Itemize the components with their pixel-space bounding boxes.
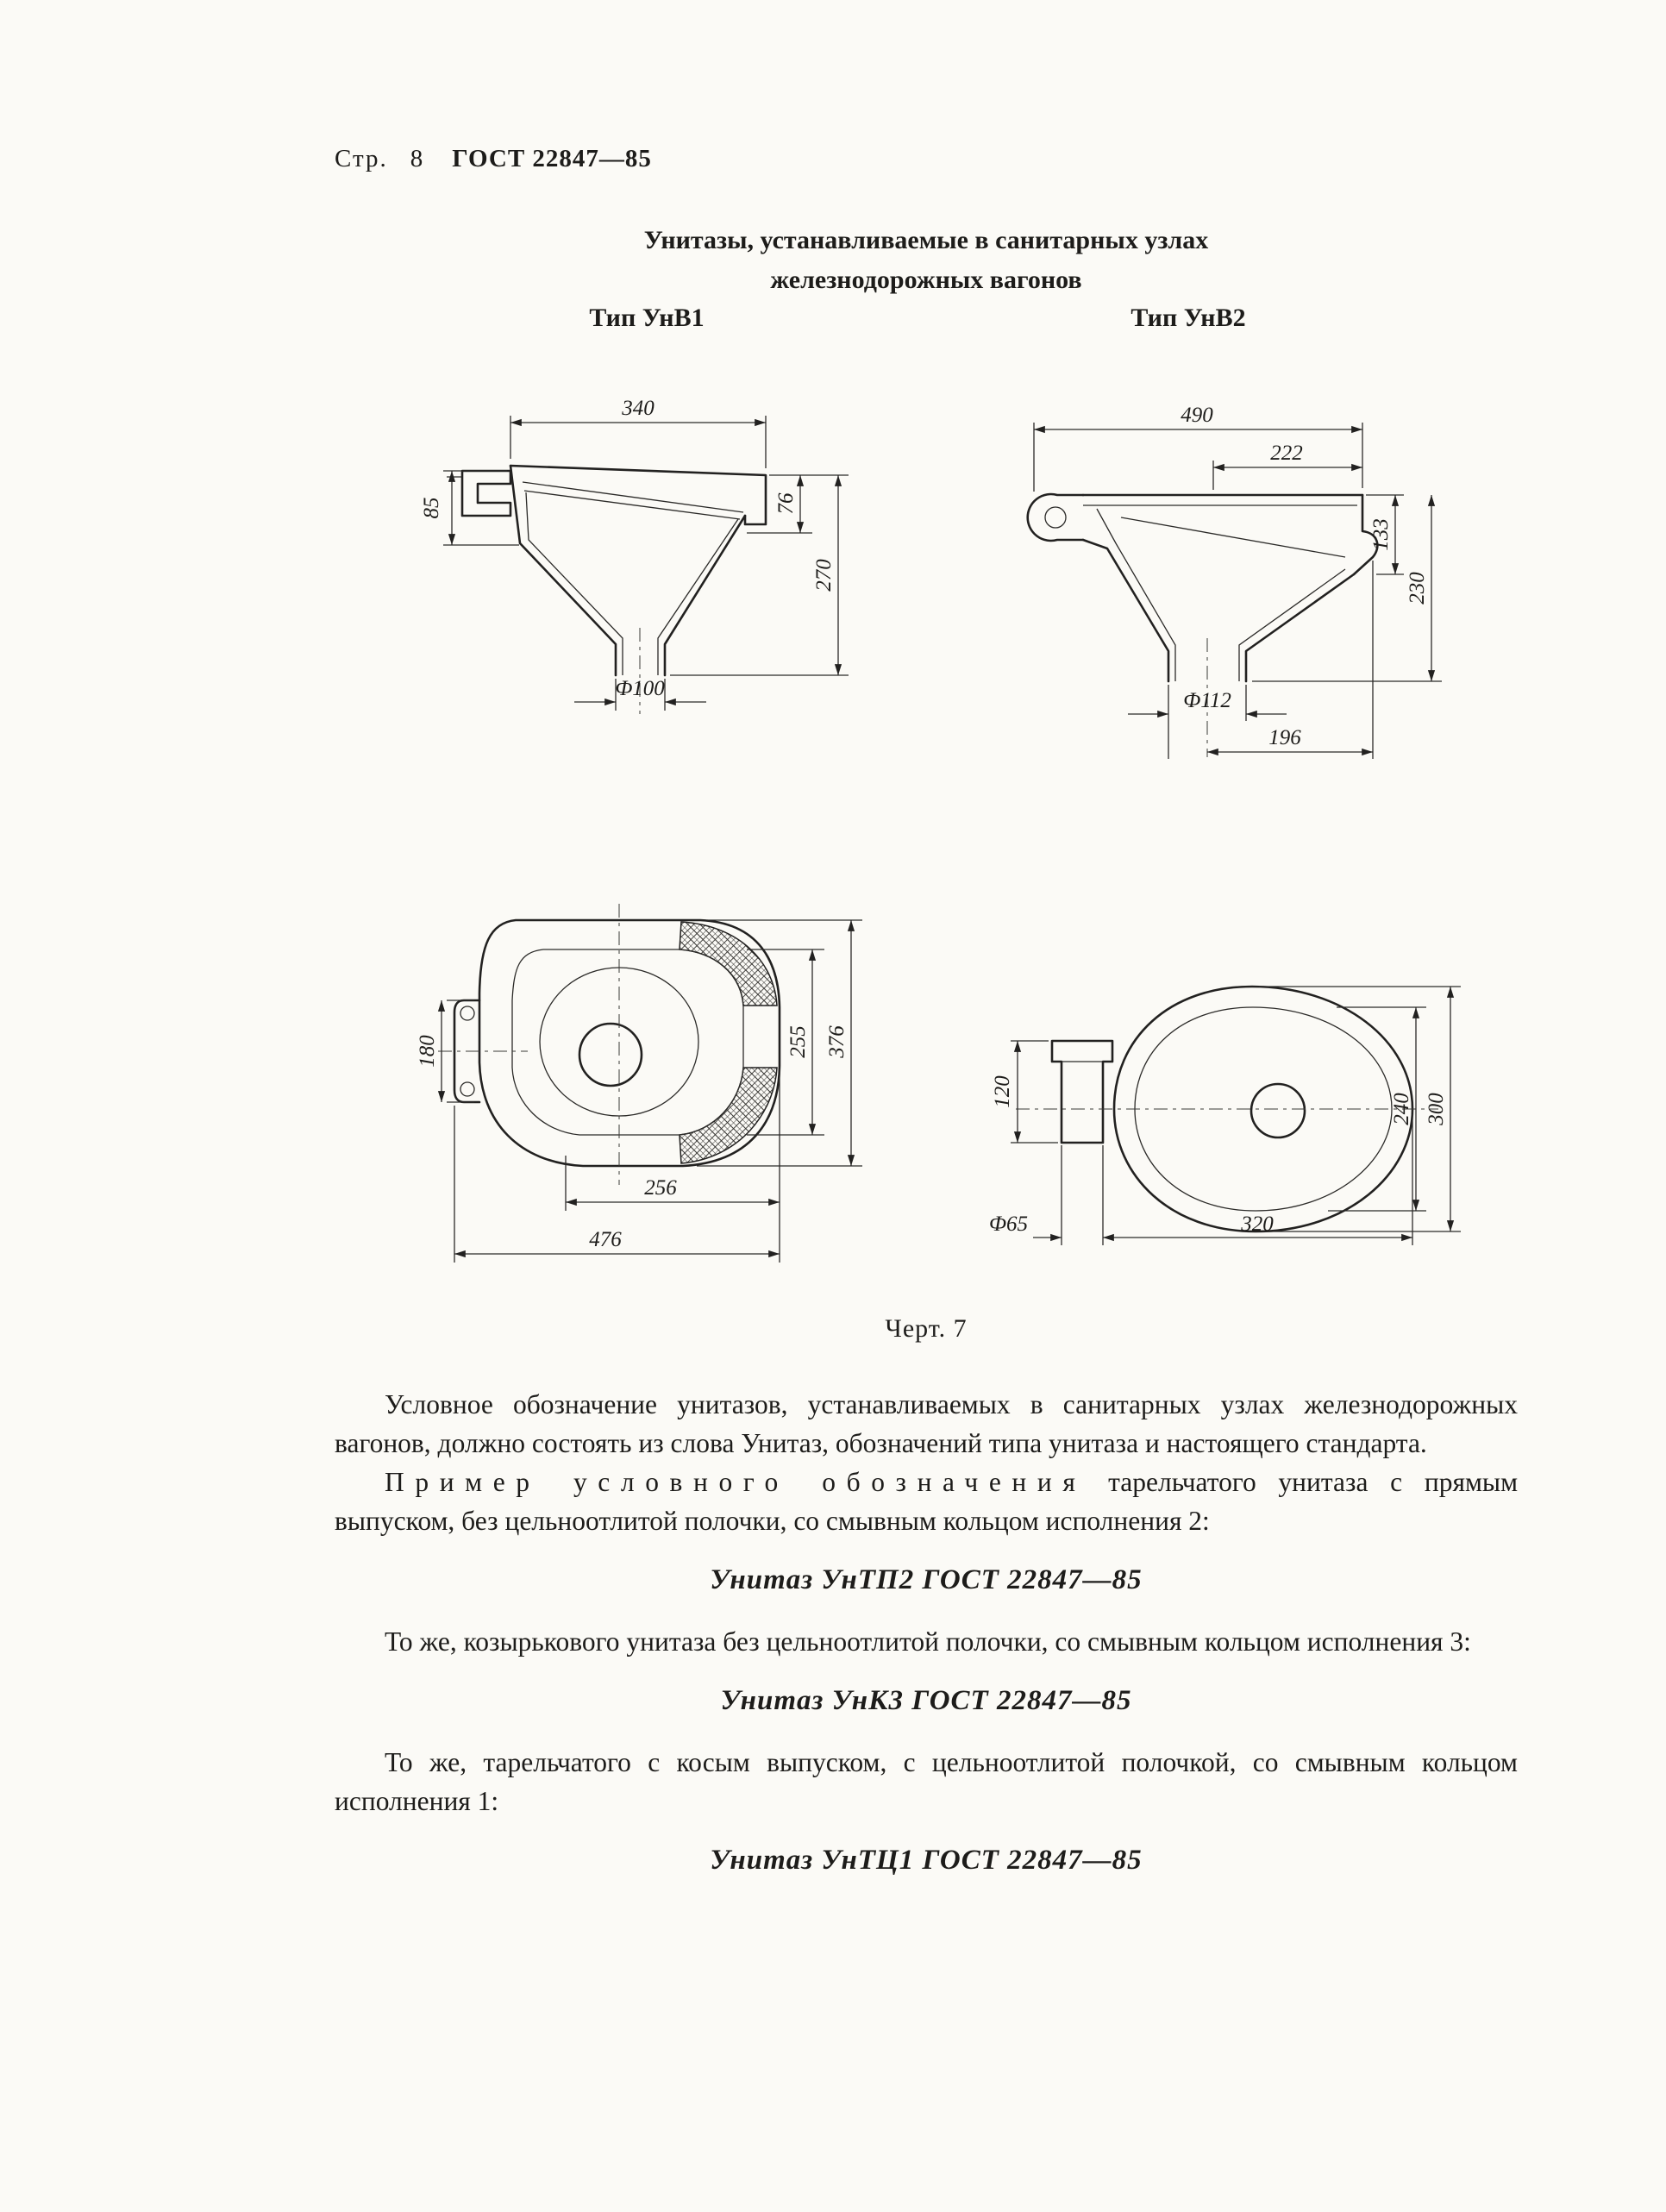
dim-label-133: 133 — [1369, 518, 1393, 551]
standard-number: ГОСТ 22847—85 — [452, 145, 652, 172]
unv2-side-dimensions — [1034, 404, 1442, 759]
page-header — [335, 145, 652, 173]
page-number: 8 — [410, 145, 423, 172]
seat-hatch-bottom — [680, 1068, 777, 1163]
paragraph-example-2: То же, козырькового унитаза без цельноотлитой полочки, со смывным кольцом исполнения 3: — [385, 1626, 1471, 1657]
unv2-side-outline — [1028, 494, 1378, 757]
drawing-unv2-plan-view — [966, 949, 1483, 1294]
designation-example-2: Унитаз УнК3 ГОСТ 22847—85 — [720, 1685, 1132, 1716]
dim-label-85: 85 — [420, 497, 443, 519]
dim-label-320: 320 — [1241, 1213, 1274, 1236]
paragraph-example-intro — [335, 1463, 1518, 1540]
dim-label-76: 76 — [774, 492, 798, 515]
figure-caption: Черт. 7 — [885, 1314, 968, 1343]
designation-example-3: Унитаз УнТЦ1 ГОСТ 22847—85 — [710, 1845, 1143, 1876]
type-label-unv1: Тип УнВ1 — [589, 304, 705, 332]
seat-hatch-top — [680, 922, 777, 1006]
unv2-plan-outline — [1016, 987, 1438, 1231]
drawing-unv1-side-view — [397, 388, 880, 733]
type-label-unv2: Тип УнВ2 — [1130, 304, 1246, 332]
dim-label-256: 256 — [644, 1176, 677, 1200]
figure-title-line1: Унитазы, устанавливаемые в санитарных узлах — [643, 226, 1209, 254]
example-lead-rest: тарельчатого унитаза с прямым выпуском, без цельноотлитой полочки, со смывным кольцом исполнения 2: — [335, 1467, 1519, 1536]
dim-label-180: 180 — [416, 1035, 439, 1068]
designation-example-1: Унитаз УнТП2 ГОСТ 22847—85 — [710, 1564, 1143, 1595]
body-text — [335, 1385, 1518, 1902]
dim-label-230: 230 — [1406, 572, 1429, 605]
figure-title-line2: железнодорожных вагонов — [770, 266, 1082, 294]
dim-label-222: 222 — [1270, 442, 1303, 465]
dim-label-476: 476 — [589, 1228, 622, 1251]
unv1-side-dimensions — [420, 397, 849, 711]
dim-label-270: 270 — [812, 559, 836, 592]
dim-label-120: 120 — [991, 1075, 1014, 1108]
drawing-unv1-plan-view — [416, 897, 905, 1276]
dim-label-255: 255 — [786, 1025, 810, 1058]
paragraph-example-3: То же, тарельчатого с косым выпуском, с цельноотлитой полочкой, со смывным кольцом исполнения 1: — [335, 1747, 1518, 1816]
dim-label-f65: Ф65 — [988, 1213, 1028, 1236]
unv1-plan-outline — [438, 904, 780, 1185]
dim-label-f100: Ф100 — [615, 677, 665, 700]
page-label: Стр. — [335, 145, 388, 172]
unv1-side-outline — [447, 466, 766, 714]
paragraph-designation: Условное обозначение унитазов, устанавливаемых в санитарных узлах железнодорожных вагонов, должно состоять из слова Унитаз, обозначений типа унитаза и настоящего стандарта. — [335, 1389, 1518, 1458]
dim-label-490: 490 — [1181, 404, 1213, 427]
dim-label-300: 300 — [1425, 1093, 1448, 1125]
example-lead-text: Пример условного обозначения — [385, 1467, 1087, 1497]
figure-title — [335, 221, 1518, 300]
dim-label-240: 240 — [1390, 1093, 1413, 1125]
dim-label-340: 340 — [622, 397, 654, 420]
drawing-unv2-side-view — [1000, 388, 1518, 793]
dim-label-f112: Ф112 — [1183, 689, 1231, 712]
unv2-plan-dimensions — [989, 987, 1461, 1245]
dim-label-376: 376 — [825, 1025, 849, 1058]
dim-label-196: 196 — [1268, 726, 1301, 749]
